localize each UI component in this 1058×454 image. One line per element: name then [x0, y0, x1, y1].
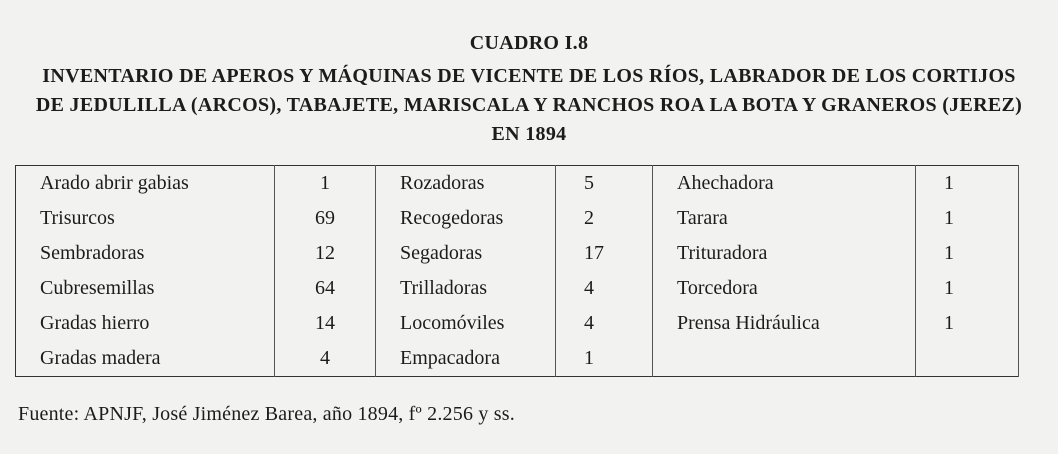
table-row: [16, 341, 1019, 377]
item-name-cell: Segadoras: [376, 236, 556, 271]
item-name-cell: Recogedoras: [376, 201, 556, 236]
inventory-table-body: [16, 166, 1019, 377]
item-count-cell: 5: [556, 166, 653, 202]
item-name-cell: Ahechadora: [653, 166, 916, 202]
table-subtitle: INVENTARIO DE APEROS Y MÁQUINAS DE VICENTE DE LOS RÍOS, LABRADOR DE LOS CORTIJOS DE JEDULILLA (ARCOS), TABAJETE, MARISCALA Y RANCHOS ROA LA BOTA Y GRANEROS (JEREZ) EN 1894: [35, 65, 1023, 145]
table-title: CUADRO I.8: [469, 32, 589, 54]
table-row: [16, 306, 1019, 341]
item-name-cell: [653, 341, 916, 377]
item-name-cell: Empacadora: [376, 341, 556, 377]
item-name-cell: Arado abrir gabias: [16, 166, 275, 202]
item-name-cell: Locomóviles: [376, 306, 556, 341]
item-name-cell: Torcedora: [653, 271, 916, 306]
item-count-cell: 4: [556, 306, 653, 341]
item-count-cell: 14: [275, 306, 376, 341]
item-name-cell: Tarara: [653, 201, 916, 236]
item-name-cell: Sembradoras: [16, 236, 275, 271]
item-name-cell: Trilladoras: [376, 271, 556, 306]
table-row: [16, 166, 1019, 202]
item-name-cell: Gradas hierro: [16, 306, 275, 341]
item-count-cell: 1: [275, 166, 376, 202]
table-row: [16, 236, 1019, 271]
table-row: [16, 271, 1019, 306]
inventory-table: [15, 165, 1019, 377]
item-name-cell: Cubresemillas: [16, 271, 275, 306]
item-name-cell: Gradas madera: [16, 341, 275, 377]
item-count-cell: 12: [275, 236, 376, 271]
item-count-cell: 1: [916, 201, 1019, 236]
item-count-cell: 1: [916, 166, 1019, 202]
item-count-cell: 1: [916, 306, 1019, 341]
item-count-cell: 1: [916, 271, 1019, 306]
item-count-cell: 64: [275, 271, 376, 306]
source-note: Fuente: APNJF, José Jiménez Barea, año 1894, fº 2.256 y ss.: [18, 403, 515, 425]
item-name-cell: Trituradora: [653, 236, 916, 271]
item-count-cell: 69: [275, 201, 376, 236]
item-count-cell: 4: [275, 341, 376, 377]
item-count-cell: 2: [556, 201, 653, 236]
item-count-cell: 4: [556, 271, 653, 306]
item-count-cell: 1: [556, 341, 653, 377]
item-name-cell: Rozadoras: [376, 166, 556, 202]
item-count-cell: 17: [556, 236, 653, 271]
item-count-cell: [916, 341, 1019, 377]
item-name-cell: Prensa Hidráulica: [653, 306, 916, 341]
item-name-cell: Trisurcos: [16, 201, 275, 236]
item-count-cell: 1: [916, 236, 1019, 271]
table-row: [16, 201, 1019, 236]
